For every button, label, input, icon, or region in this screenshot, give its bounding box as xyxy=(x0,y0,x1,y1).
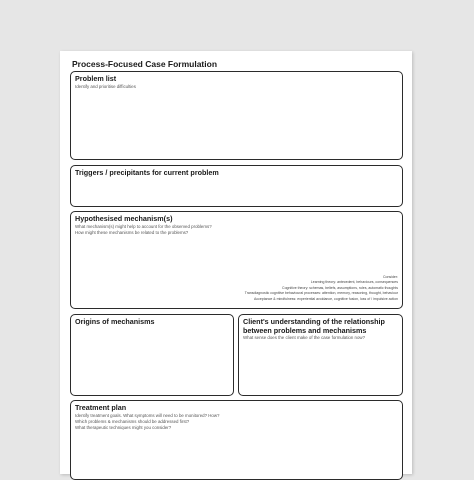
mechanisms-box xyxy=(70,211,403,309)
problem-list-title: Problem list xyxy=(75,74,117,83)
treatment-plan-box xyxy=(70,400,403,480)
consider-item: Cognitive theory: schemas, beliefs, assumptions, rules, automatic thoughts xyxy=(282,285,398,290)
consider-item: Acceptance & mindfulness: experiential avoidance, cognitive fusion, loss of / impulsive action xyxy=(254,296,398,301)
triggers-box xyxy=(70,165,403,207)
mechanisms-hint: What mechanism(s) might help to account for the observed problems? xyxy=(75,223,212,229)
consider-heading: Consider: xyxy=(383,274,398,279)
triggers-title: Triggers / precipitants for current problem xyxy=(75,168,219,177)
document-title: Process-Focused Case Formulation xyxy=(72,59,218,69)
treatment-plan-title: Treatment plan xyxy=(75,403,127,412)
understanding-hint: What sense does the client make of the case formulation now? xyxy=(243,335,366,340)
mechanisms-hint: How might these mechanisms be related to the problems? xyxy=(75,229,189,235)
understanding-box xyxy=(238,314,403,396)
mechanisms-title: Hypothesised mechanism(s) xyxy=(75,214,173,223)
problem-list-hint: Identify and prioritise difficulties xyxy=(75,83,136,89)
treatment-plan-hint: Which problems & mechanisms should be addressed first? xyxy=(75,418,190,424)
treatment-plan-hint: What therapeutic techniques might you consider? xyxy=(75,424,172,430)
consider-item: Transdiagnostic cognitive behavioural processes: attention, memory, reasoning, thought, behaviour xyxy=(244,291,398,296)
problem-list-box xyxy=(70,71,403,160)
origins-box xyxy=(70,314,234,396)
understanding-title: Client's understanding of the relationship between problems and mechanisms xyxy=(243,317,385,335)
consider-item: Learning theory: antecedent, behaviours, consequences xyxy=(310,280,398,285)
consider-notes xyxy=(245,275,398,302)
worksheet-page xyxy=(60,51,412,474)
treatment-plan-hint: Identify treatment goals. What symptoms will need to be monitored? How? xyxy=(75,412,220,418)
origins-title: Origins of mechanisms xyxy=(75,317,155,326)
